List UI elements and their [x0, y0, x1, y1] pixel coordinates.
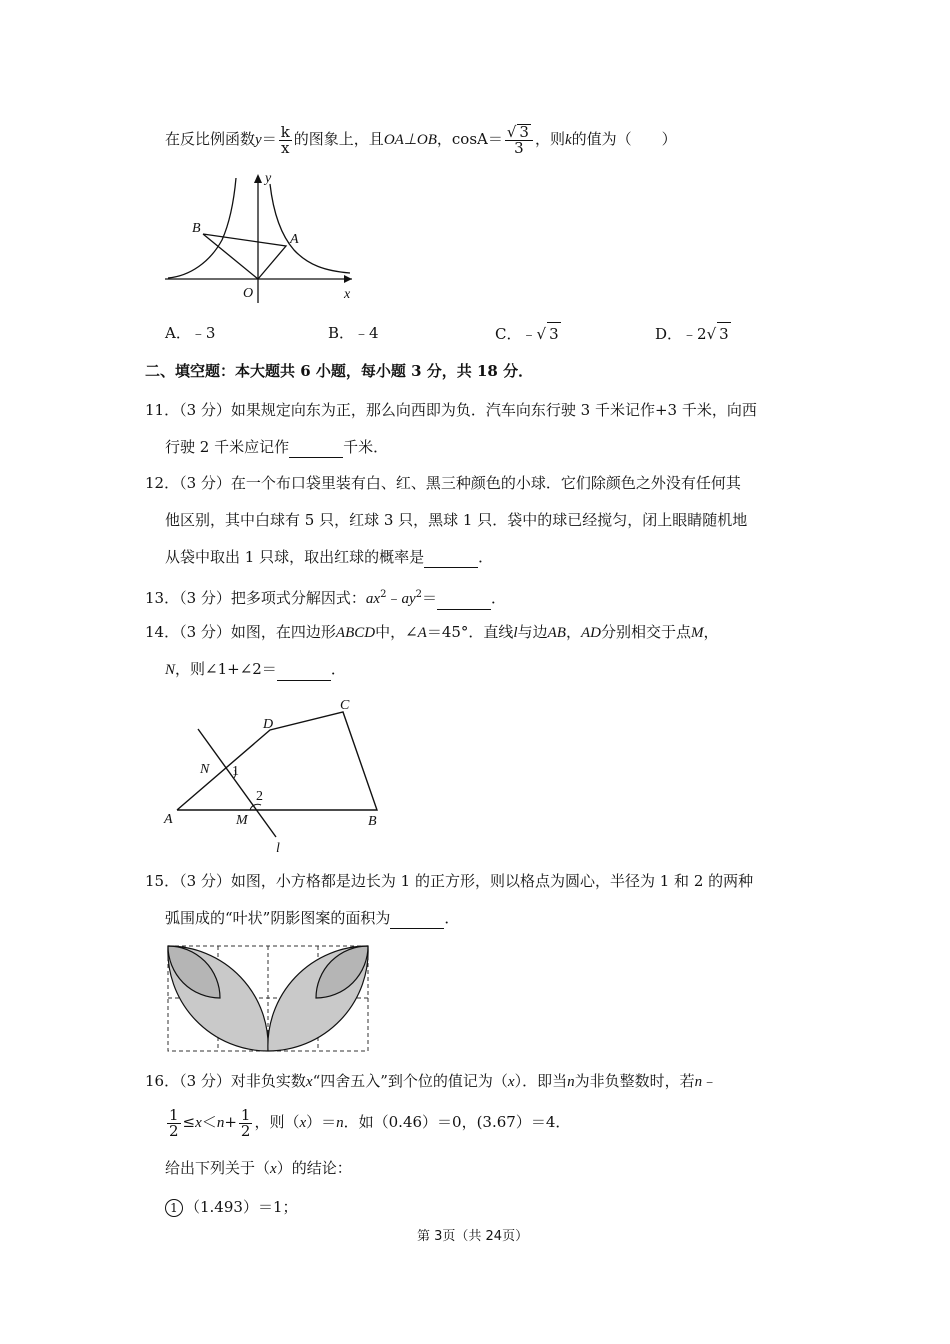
answer-blank — [437, 593, 491, 610]
label-l: l — [276, 841, 280, 856]
q16-item1: 1 （1.493）＝1； — [165, 1196, 298, 1218]
label-angle-2: 2 — [256, 789, 263, 804]
label-n: N — [200, 762, 210, 777]
label-a: A — [164, 812, 173, 827]
q15-line2: 弧围成的“叶状”阴影图案的面积为 ． — [165, 909, 460, 927]
hyperbola-right-branch — [270, 184, 350, 273]
hyperbola-left-branch — [168, 178, 236, 278]
fraction-sqrt3-over-3: $\frac{√ 3}{3}$ — [505, 124, 533, 156]
q16-line3: 给出下列关于（x）的结论： — [165, 1159, 352, 1177]
q12-line3: 从袋中取出 1 只球，取出红球的概率是 ． — [165, 548, 494, 566]
fraction-half: $\frac{1}{2}$ — [240, 1105, 251, 1140]
section-heading: 二、填空题：本大题共 6 小题，每小题 3 分，共 18 分． — [145, 362, 534, 380]
answer-blank — [277, 664, 331, 681]
q14-quadrilateral-figure — [160, 692, 390, 857]
label-c: C — [340, 698, 350, 713]
label-o: O — [243, 286, 254, 301]
q10-option-d: D．﹣2√ 3 — [655, 322, 731, 345]
q14-line2: N，则∠1+∠2＝ ． — [165, 658, 346, 681]
radical-sign: √ — [706, 325, 717, 343]
q10-hyperbola-figure — [160, 170, 360, 305]
page-footer: 第 3页（共 24页） — [417, 1229, 529, 1244]
circled-number: 1 — [165, 1199, 183, 1217]
q12-line1: 12．（3 分）在一个布口袋里装有白、红、黑三种颜色的小球．它们除颜色之外没有任何其 — [145, 474, 741, 492]
q10-option-b: B．﹣4 — [328, 324, 379, 342]
radical-sign: √ — [506, 123, 517, 141]
q12-line2: 他区别，其中白球有 5 只，红球 3 只，黑球 1 只．袋中的球已经搅匀，闭上眼睛随机地 — [165, 511, 748, 529]
quadrilateral-abcd — [177, 712, 377, 810]
q11-line2: 行驶 2 千米应记作 千米． — [165, 438, 389, 456]
label-b: B — [368, 814, 377, 829]
q16-line2: $\frac{1}{2}$ ≤x＜n+ $\frac{1}{2}$ ，则（x）＝n．如（0.46）＝0，(3.67）＝4． — [169, 1105, 571, 1140]
q10-stem: 在反比例函数y＝ $\frac{k}{x}$ 的图象上，且OA⊥OB，cosA＝ $\frac{√ 3}{3}$ ，则k的值为（ ） — [165, 122, 677, 157]
q11-line1: 11．（3 分）如果规定向东为正，那么向西即为负．汽车向东行驶 3 千米记作+3 千米，向西 — [145, 401, 757, 419]
fraction-k-over-x: $\frac{k}{x}$ — [280, 122, 290, 157]
fraction-half: $\frac{1}{2}$ — [169, 1105, 179, 1140]
label-b: B — [192, 221, 201, 236]
q15-line1: 15．（3 分）如图，小方格都是边长为 1 的正方形，则以格点为圆心，半径为 1 和 2 的两种 — [145, 872, 754, 890]
q10-option-a: A．﹣3 — [165, 324, 216, 342]
triangle-oab — [203, 234, 286, 279]
q16-line1: 16．（3 分）对非负实数x“四舍五入”到个位的值记为（x）．即当n为非负整数时，若n﹣ — [145, 1072, 718, 1090]
answer-blank — [424, 551, 478, 568]
q15-leaf-figure — [165, 943, 373, 1055]
label-x: x — [344, 287, 351, 302]
answer-blank — [390, 912, 444, 929]
answer-blank — [289, 441, 343, 458]
radical-sign: √ — [536, 325, 547, 343]
x-axis-arrow — [344, 275, 352, 283]
q13-line: 13．（3 分）把多项式分解因式：$ax^2﹣ay^2=$ ． — [145, 584, 506, 610]
y-axis-arrow — [254, 174, 262, 183]
label-a: A — [290, 232, 299, 247]
label-m: M — [236, 813, 248, 828]
q10-option-c: C．﹣√ 3 — [495, 322, 561, 345]
label-y: y — [265, 171, 272, 186]
q14-line1: 14．（3 分）如图，在四边形ABCD中，∠A＝45°．直线l与边AB，AD分别相交于点M， — [145, 623, 719, 641]
label-angle-1: 1 — [232, 764, 239, 779]
label-d: D — [263, 717, 274, 732]
